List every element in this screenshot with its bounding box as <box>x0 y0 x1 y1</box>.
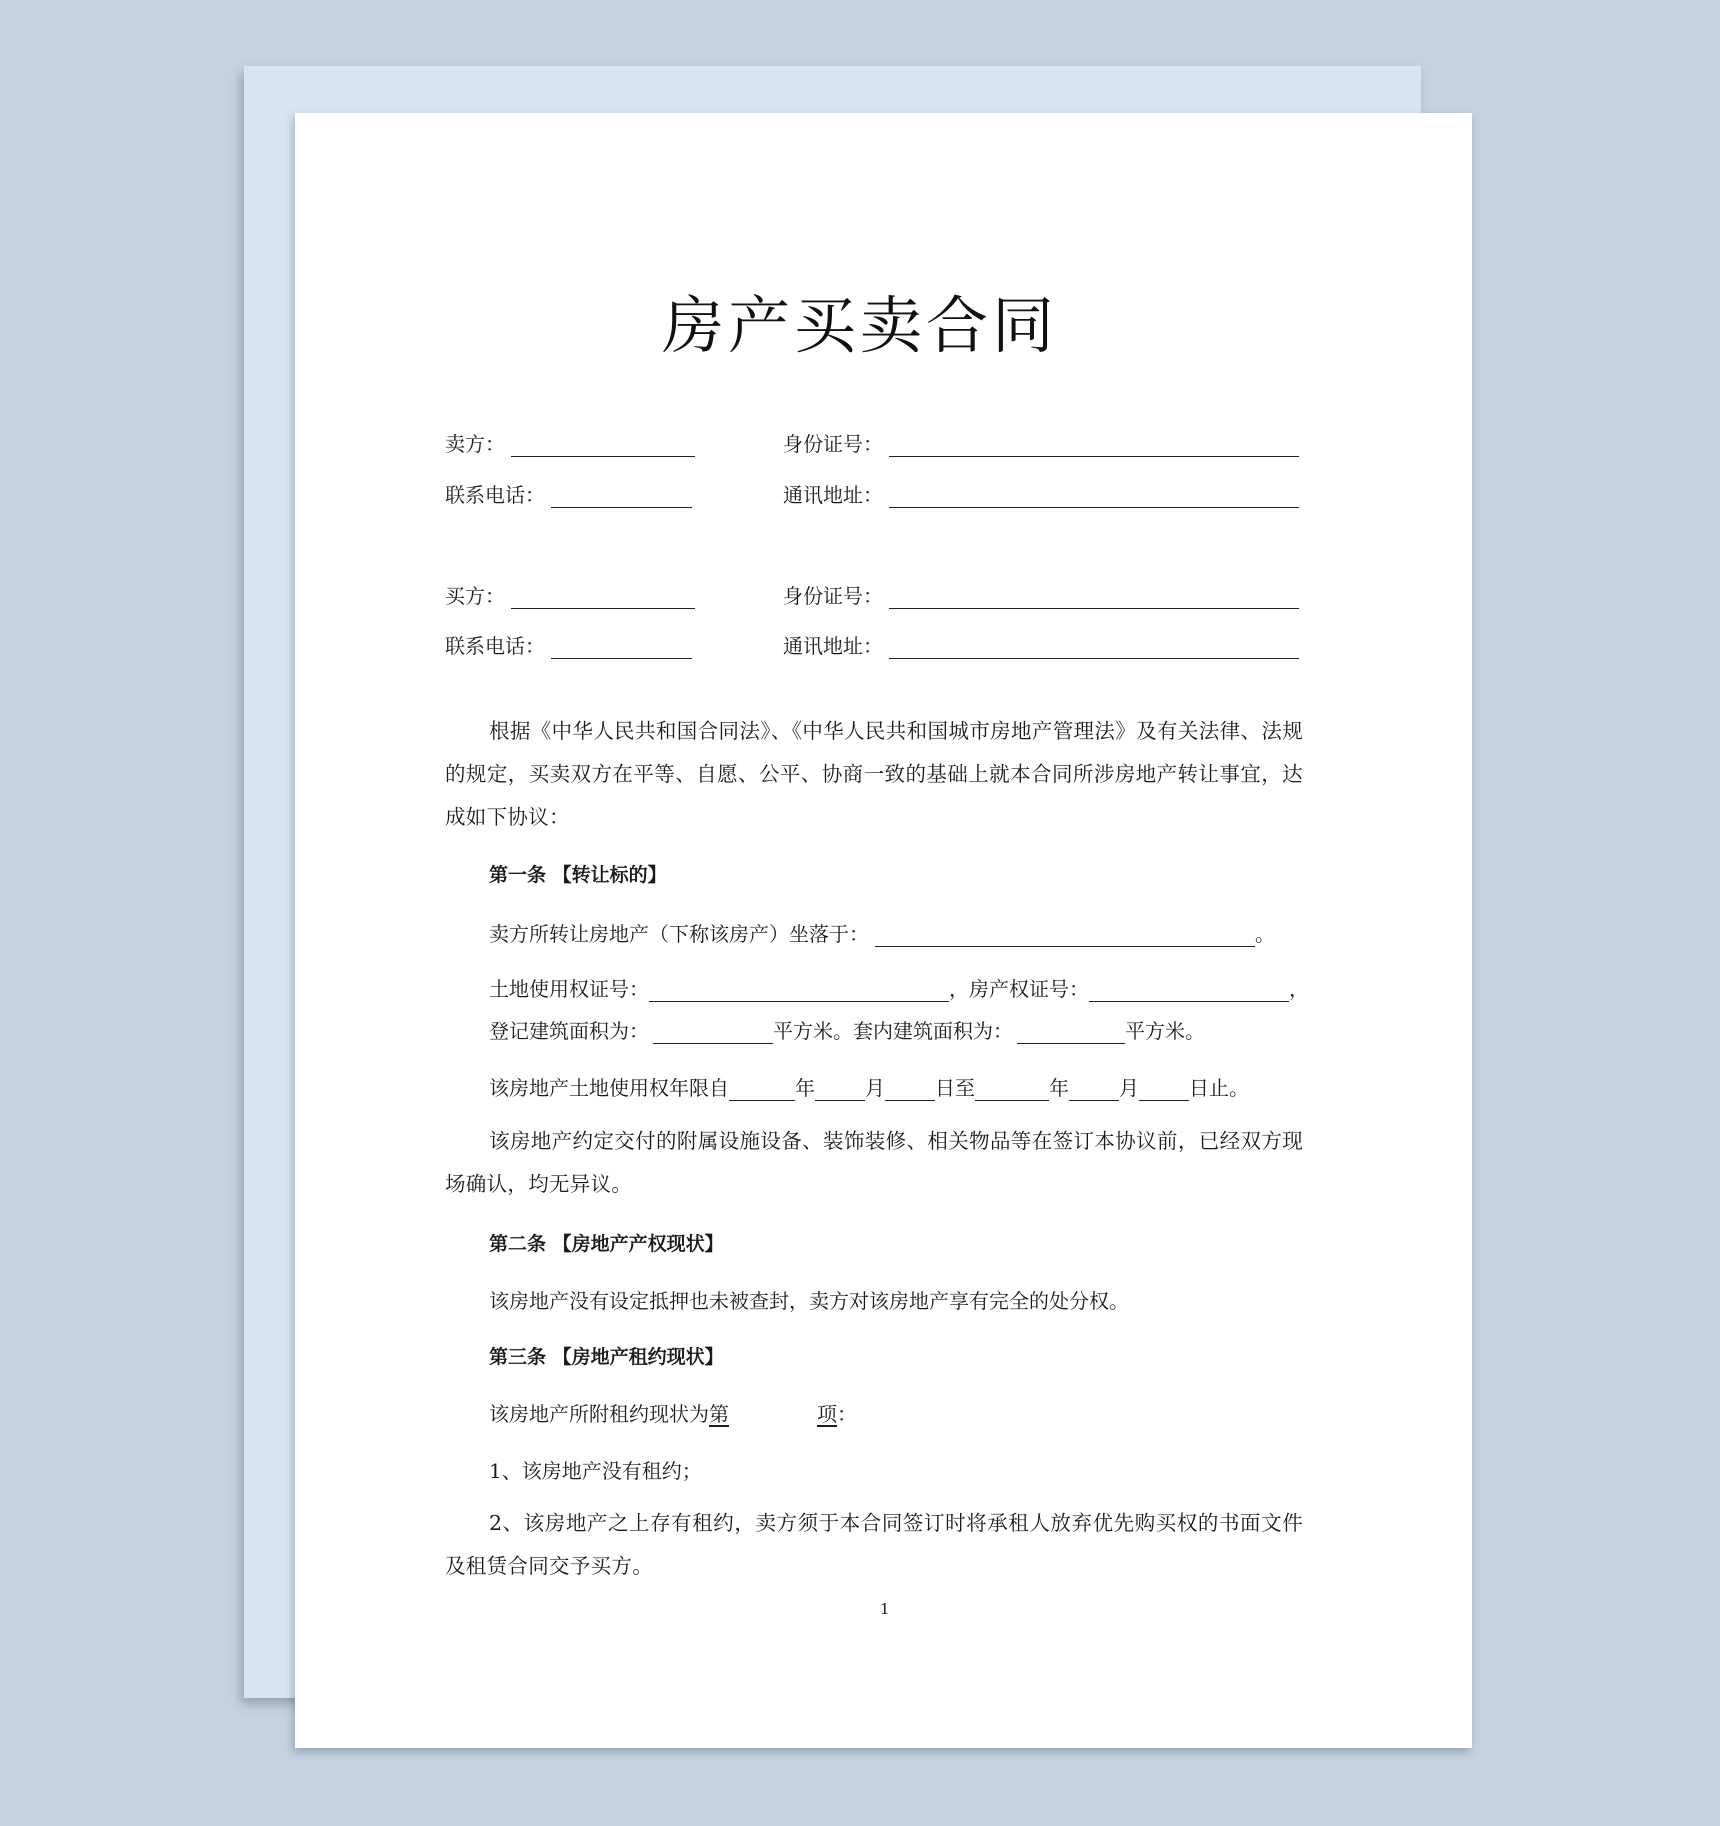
land-cert-label: 土地使用权证号： <box>489 977 649 1001</box>
article2-text: 该房地产没有设定抵押也未被查封，卖方对该房地产享有完全的处分权。 <box>489 1289 1129 1313</box>
year-label: 年 <box>795 1076 815 1100</box>
article2-heading: 第二条 【房地产产权现状】 <box>489 1233 724 1255</box>
buyer-name-row <box>445 580 695 609</box>
buyer-phone-label: 联系电话： <box>445 634 545 658</box>
month-label: 月 <box>1119 1076 1139 1100</box>
comma: ， <box>1289 977 1309 1001</box>
start-day-field[interactable] <box>885 1080 935 1101</box>
buyer-id-label: 身份证号： <box>783 584 883 608</box>
start-year-field[interactable] <box>729 1080 795 1101</box>
buyer-address-field[interactable] <box>889 640 1299 659</box>
seller-id-row <box>783 428 1299 457</box>
article1-heading: 第一条 【转让标的】 <box>489 864 667 886</box>
buyer-address-label: 通讯地址： <box>783 634 883 658</box>
property-location-field[interactable] <box>875 926 1255 947</box>
end-year-field[interactable] <box>975 1080 1049 1101</box>
seller-phone-row <box>445 479 692 508</box>
buyer-name-label: 买方： <box>445 584 505 608</box>
seller-id-label: 身份证号： <box>783 432 883 456</box>
colon: ： <box>837 1402 857 1426</box>
buyer-name-field[interactable] <box>511 590 695 609</box>
term-prefix: 该房地产土地使用权年限自 <box>489 1076 729 1100</box>
seller-name-label: 卖方： <box>445 432 505 456</box>
seller-phone-field[interactable] <box>551 489 692 508</box>
day-end-label: 日止。 <box>1189 1076 1249 1100</box>
seller-name-row <box>445 428 695 457</box>
property-location-label: 卖方所转让房地产（下称该房产）坐落于： <box>489 922 869 946</box>
period: 。 <box>1255 922 1275 946</box>
registered-area-label: 登记建筑面积为： <box>489 1019 649 1043</box>
property-location-row <box>489 918 1275 947</box>
buyer-address-row <box>783 630 1299 659</box>
end-day-field[interactable] <box>1139 1080 1189 1101</box>
area-row <box>489 1015 1205 1044</box>
property-cert-field[interactable] <box>1089 981 1289 1002</box>
facilities-paragraph: 该房地产约定交付的附属设施设备、装饰装修、相关物品等在签订本协议前，已经双方现场确认，均无异议。 <box>445 1129 1303 1196</box>
start-month-field[interactable] <box>815 1080 865 1101</box>
buyer-id-field[interactable] <box>889 590 1299 609</box>
seller-address-label: 通讯地址： <box>783 483 883 507</box>
property-cert-label: ，房产权证号： <box>949 977 1089 1001</box>
buyer-id-row <box>783 580 1299 609</box>
inner-area-unit: 平方米。 <box>1125 1019 1205 1043</box>
seller-name-field[interactable] <box>511 438 695 457</box>
lease-status-row <box>489 1398 857 1427</box>
registered-area-unit: 平方米。套内建筑面积为： <box>773 1019 1013 1043</box>
seller-address-field[interactable] <box>889 489 1299 508</box>
preamble-paragraph: 根据《中华人民共和国合同法》、《中华人民共和国城市房地产管理法》及有关法律、法规的规定，买卖双方在平等、自愿、公平、协商一致的基础上就本合同所涉房地产转让事宜，达成如下协议： <box>445 719 1303 829</box>
end-month-field[interactable] <box>1069 1080 1119 1101</box>
document-title: 房产买卖合同 <box>661 289 1058 362</box>
seller-address-row <box>783 479 1299 508</box>
item-start: 第 <box>709 1402 729 1426</box>
inner-area-field[interactable] <box>1017 1023 1125 1044</box>
lease-option-2: 2、该房地产之上存有租约，卖方须于本合同签订时将承租人放弃优先购买权的书面文件及租赁合同交予买方。 <box>445 1511 1303 1578</box>
item-end: 项 <box>817 1402 837 1426</box>
year-label: 年 <box>1049 1076 1069 1100</box>
lease-option-1: 1、该房地产没有租约； <box>489 1459 702 1483</box>
article3-heading: 第三条 【房地产租约现状】 <box>489 1346 724 1368</box>
registered-area-field[interactable] <box>653 1023 773 1044</box>
seller-id-field[interactable] <box>889 438 1299 457</box>
buyer-phone-field[interactable] <box>551 640 692 659</box>
day-to-label: 日至 <box>935 1076 975 1100</box>
lease-status-label: 该房地产所附租约现状为 <box>489 1402 709 1426</box>
land-use-term-row <box>489 1072 1249 1101</box>
month-label: 月 <box>865 1076 885 1100</box>
page-number: 1 <box>880 1600 890 1618</box>
buyer-phone-row <box>445 630 692 659</box>
lease-status-field[interactable] <box>709 1402 837 1426</box>
seller-phone-label: 联系电话： <box>445 483 545 507</box>
certificate-row <box>489 973 1309 1002</box>
land-cert-field[interactable] <box>649 981 949 1002</box>
